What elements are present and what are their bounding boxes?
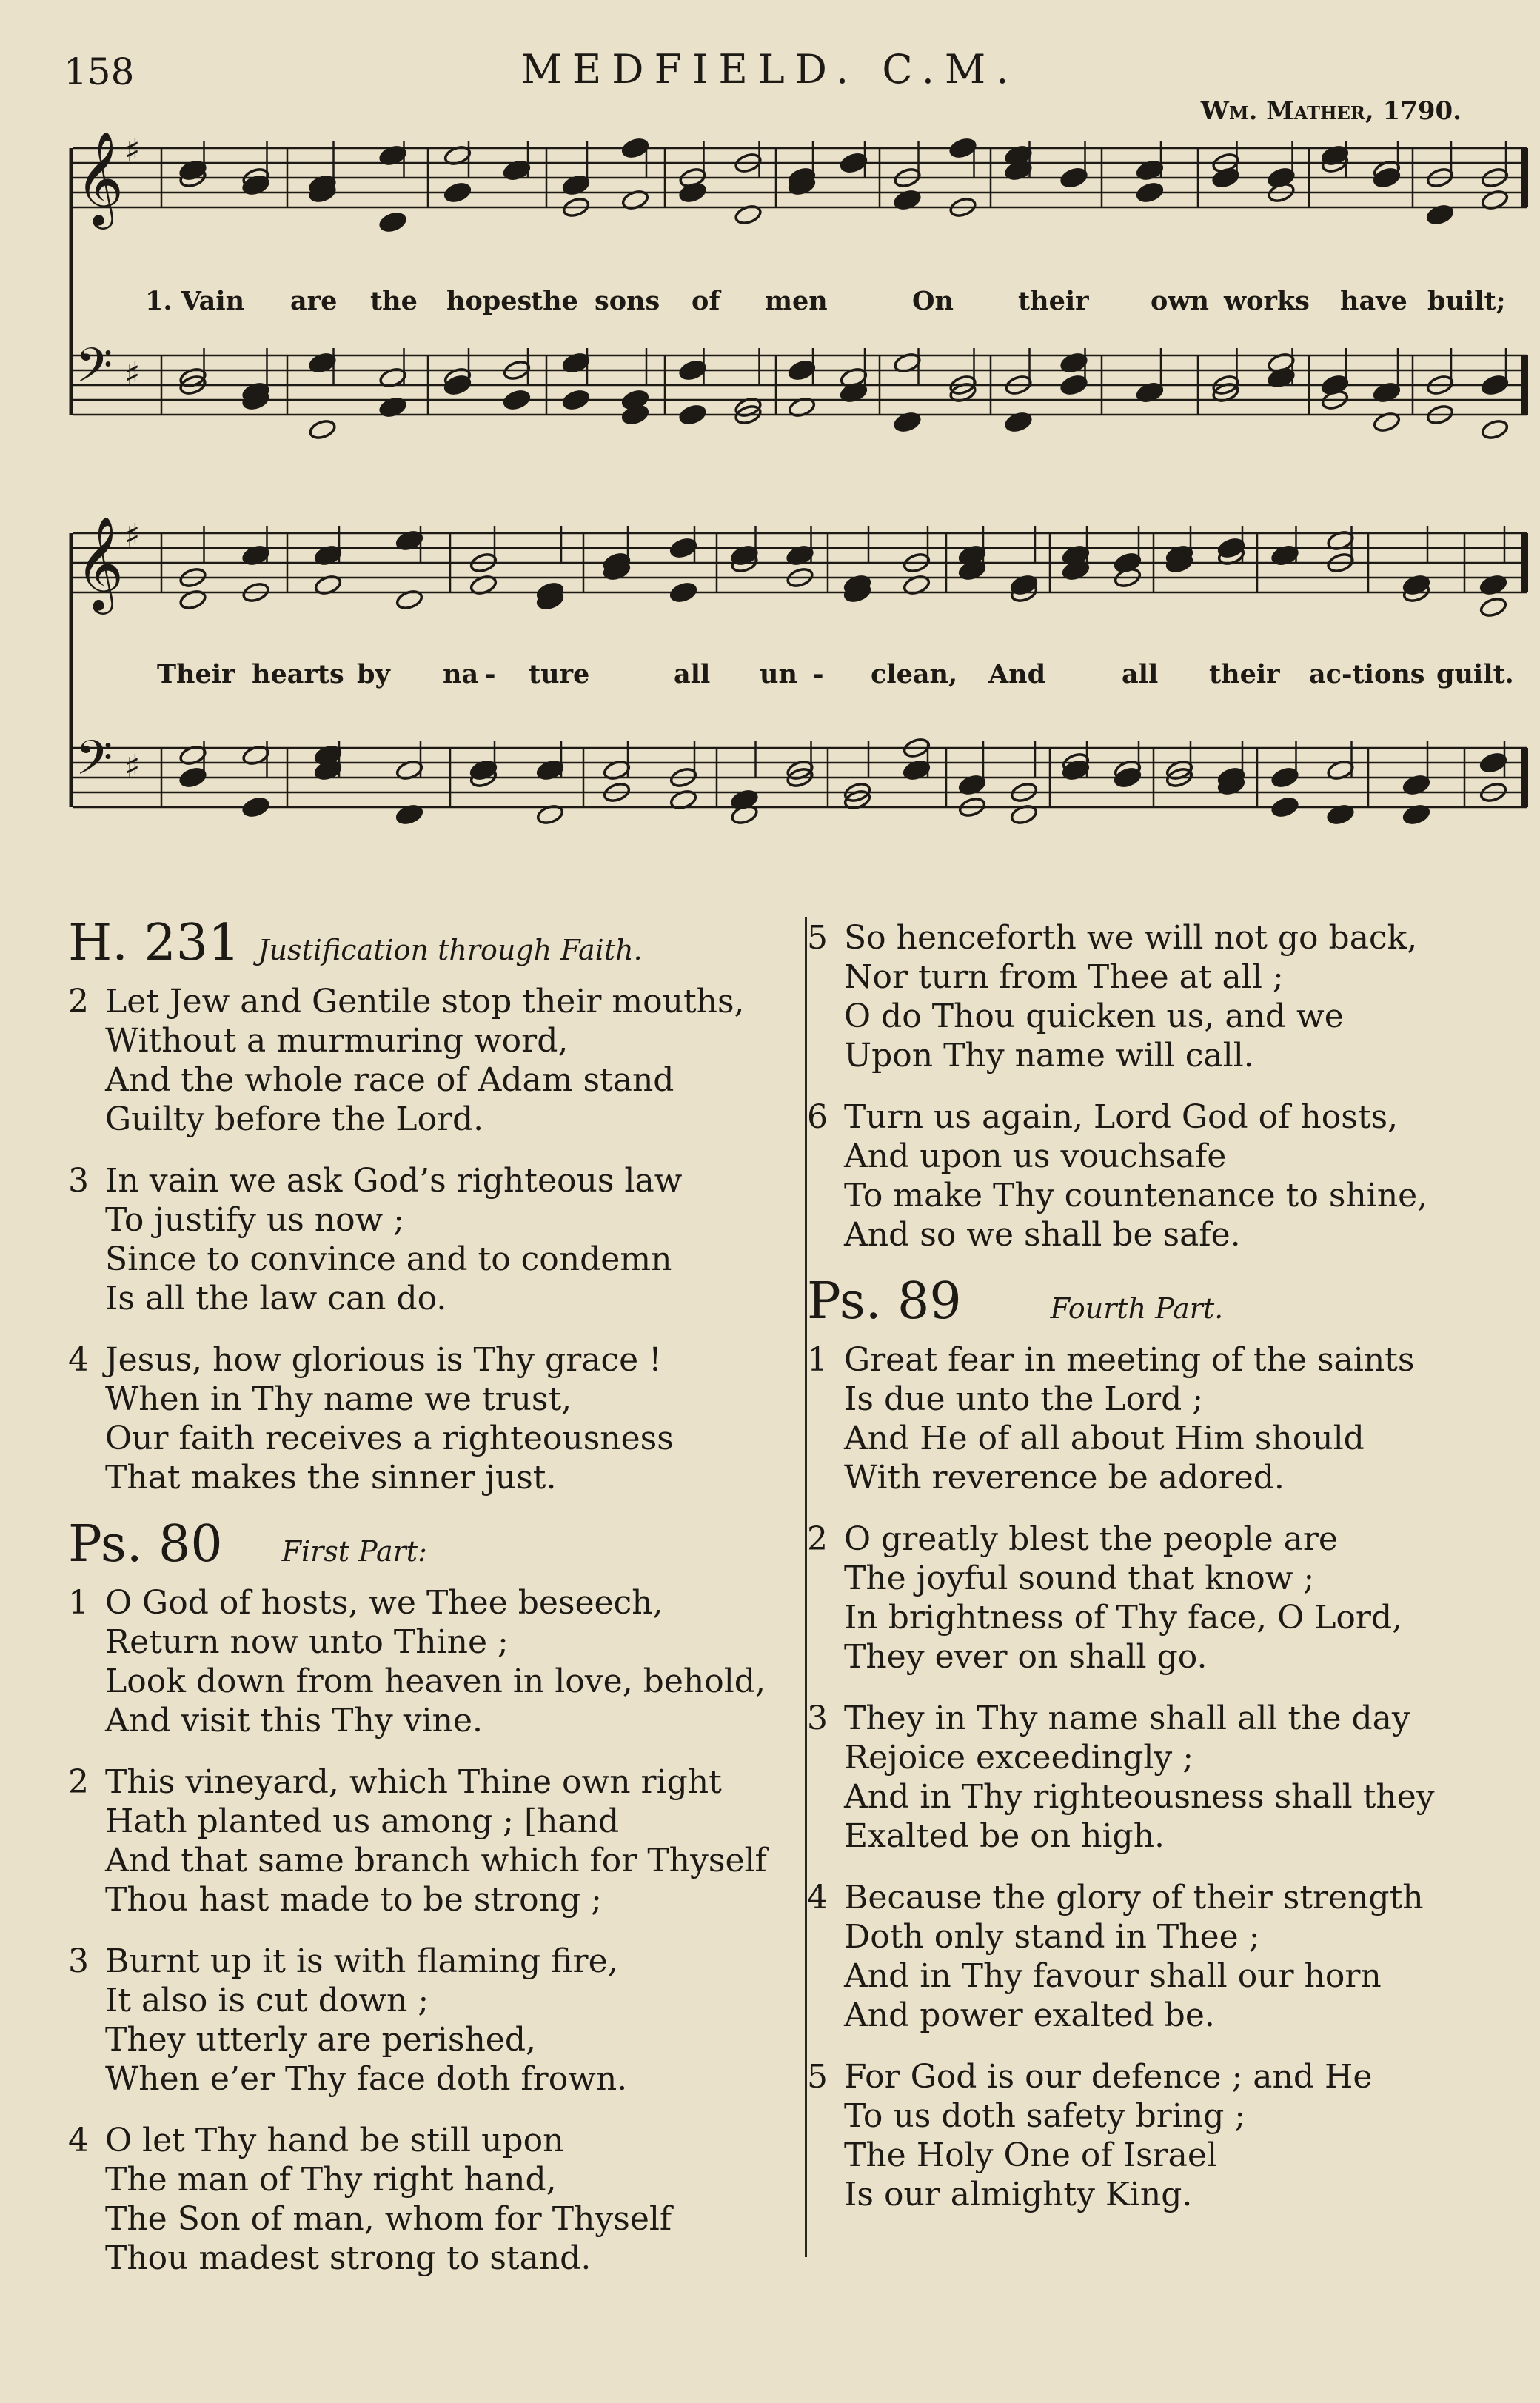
verse-text: And the whole race of Adam stand: [105, 1061, 674, 1099]
verse: [807, 918, 1518, 1075]
lyric-syllable: Their: [157, 659, 235, 689]
verse-number: 2: [68, 1763, 89, 1801]
hymn-subtitle: Justification through Faith.: [258, 934, 643, 966]
lyric-syllable: all: [1122, 659, 1159, 689]
verse-number: 5: [807, 919, 828, 957]
verse-line: [807, 1097, 1518, 1137]
note-head: [678, 404, 707, 426]
verse: [68, 1583, 794, 1740]
verse-text: For God is our defence ; and He: [844, 2058, 1373, 2096]
verse-text: Guilty before the Lord.: [105, 1100, 484, 1138]
verse-text: In vain we ask God’s righteous law: [105, 1162, 683, 1200]
verse-text: And power exalted be.: [844, 1996, 1215, 2034]
verse-text: They in Thy name shall all the day: [844, 1700, 1410, 1737]
verse-line: [68, 1340, 794, 1380]
verse-line: [68, 2020, 794, 2059]
verse-text: Let Jew and Gentile stop their mouths,: [105, 983, 745, 1020]
verse-text: Great fear in meeting of the saints: [844, 1341, 1415, 1379]
sharp-icon: ♯: [124, 355, 141, 393]
verse-text: Hath planted us among ; [hand: [105, 1802, 620, 1840]
lyric-syllable: their: [1209, 659, 1280, 689]
note-head: [378, 211, 407, 233]
verse-line: [807, 1738, 1518, 1777]
verse-number: 4: [807, 1879, 828, 1916]
note-head: [1270, 766, 1299, 789]
verse-text: And that same branch which for Thyself: [105, 1842, 767, 1879]
verse-line: [68, 2160, 794, 2199]
verse-text: They utterly are perished,: [105, 2021, 536, 2059]
verse-line: [807, 2136, 1518, 2175]
verse: [68, 982, 794, 1139]
verse-line: [68, 1841, 794, 1880]
page-number: 158: [64, 50, 135, 93]
verse-line: [68, 1981, 794, 2020]
note-head: [1479, 752, 1508, 774]
verse-line: [68, 2121, 794, 2160]
note-head: [948, 137, 977, 159]
verse-text: O let Thy hand be still upon: [105, 2122, 564, 2159]
verse-text: It also is cut down ;: [105, 1982, 429, 2019]
verse-line: [68, 1279, 794, 1318]
verse-line: [807, 918, 1518, 957]
verse-text: Nor turn from Thee at all ;: [844, 958, 1284, 996]
right-column: [807, 918, 1518, 2236]
verse-number: 3: [68, 1162, 89, 1200]
lyric-syllable: guilt.: [1436, 659, 1514, 689]
lyric-syllable: by: [357, 659, 390, 689]
verse-text: Burnt up it is with flaming fire,: [105, 1942, 618, 1980]
sharp-icon: ♯: [124, 748, 141, 786]
verse-text: Turn us again, Lord God of hosts,: [844, 1098, 1399, 1136]
note-head: [1479, 596, 1508, 618]
verse-line: [68, 1662, 794, 1701]
verse-text: And in Thy righteousness shall they: [844, 1778, 1435, 1816]
lyric-syllable: 1. Vain: [145, 286, 245, 316]
verse-text: Upon Thy name will call.: [844, 1037, 1254, 1075]
hymn-h231: [68, 914, 794, 1497]
lyric-syllable: -: [813, 659, 824, 689]
verse-line: [68, 1240, 794, 1279]
verse-line: [807, 2096, 1518, 2136]
verse-text: The man of Thy right hand,: [105, 2161, 557, 2199]
hymn-number: Ps. 80: [68, 1515, 223, 1574]
verse-line: [68, 1060, 794, 1100]
verse-text: To us doth safety bring ;: [844, 2097, 1246, 2135]
verse-line: [807, 1380, 1518, 1419]
hymn-number: Ps. 89: [807, 1272, 962, 1331]
lyric-syllable: ture: [529, 659, 590, 689]
verse: [807, 1340, 1518, 1497]
verse-list: [68, 1583, 794, 2278]
note-head: [241, 796, 270, 818]
lyric-syllable: hearts: [252, 659, 344, 689]
verse-line: [68, 982, 794, 1021]
verse-text: And visit this Thy vine.: [105, 1702, 483, 1739]
verse-text: Is all the law can do.: [105, 1280, 447, 1317]
note-head: [788, 359, 817, 381]
verse-line: [807, 1419, 1518, 1458]
treble-clef-icon: 𝄞: [76, 133, 124, 225]
verse-text: And in Thy favour shall our horn: [844, 1957, 1382, 1995]
note-head: [503, 389, 532, 411]
verse-line: [68, 1419, 794, 1458]
verse-line: [807, 1996, 1518, 2035]
composer-credit: Wm. Mather, 1790.: [1200, 96, 1462, 126]
note-head: [669, 537, 698, 559]
note-head: [562, 389, 591, 411]
hymn-number: H. 231: [68, 914, 241, 972]
verse-line: [807, 957, 1518, 997]
verse-text: Thou hast made to be strong ;: [105, 1881, 602, 1919]
note-head: [1136, 181, 1165, 204]
verse-number: 3: [68, 1942, 89, 1980]
verse-line: [68, 1100, 794, 1139]
verse-line: [807, 1637, 1518, 1677]
verse-list: [807, 918, 1518, 1254]
verse: [807, 1699, 1518, 1856]
verse: [807, 1097, 1518, 1254]
verse-text: And so we shall be safe.: [844, 1216, 1241, 1254]
note-head: [1059, 167, 1088, 189]
verse-line: [807, 1956, 1518, 1996]
verse-number: 2: [68, 983, 89, 1020]
lyric-syllable: na: [443, 659, 479, 689]
verse-number: 1: [807, 1341, 828, 1379]
verse-line: [68, 1161, 794, 1200]
verse-list: [807, 1340, 1518, 2214]
lyric-syllable: On: [912, 286, 954, 316]
lyric-syllable: built;: [1427, 286, 1506, 316]
verse-line: [68, 1200, 794, 1240]
verse-text: The Holy One of Israel: [844, 2136, 1218, 2174]
hymn-subtitle: First Part:: [281, 1535, 427, 1568]
lyric-syllable: own: [1151, 286, 1209, 316]
verse-line: [68, 1622, 794, 1662]
note-head: [678, 359, 707, 381]
verse-line: [807, 1458, 1518, 1497]
verse-text: When in Thy name we trust,: [105, 1380, 572, 1418]
verse-text: Doth only stand in Thee ;: [844, 1918, 1260, 1956]
note-head: [178, 766, 207, 789]
verse-line: [807, 1215, 1518, 1254]
hymn-ps89: [807, 1272, 1518, 2214]
lyric-syllable: works: [1224, 286, 1310, 316]
lyric-syllable: sons: [595, 286, 660, 316]
verse-text: So henceforth we will not go back,: [844, 919, 1418, 957]
verse-line: [68, 1802, 794, 1841]
lyric-syllable: hopes: [446, 286, 532, 316]
verse-text: The Son of man, whom for Thyself: [105, 2200, 672, 2238]
verse-line: [807, 997, 1518, 1036]
verse-line: [68, 2199, 794, 2239]
verse-text: Jesus, how glorious is Thy grace !: [105, 1341, 662, 1379]
lyric-syllable: all: [674, 659, 711, 689]
verse-text: Is our almighty King.: [844, 2176, 1193, 2213]
note-head: [308, 418, 337, 441]
verse-text: O God of hosts, we Thee beseech,: [105, 1584, 663, 1622]
verse-line: [68, 2059, 794, 2099]
verse: [68, 2121, 794, 2278]
verse-list: [68, 982, 794, 1497]
lyric-syllable: their: [1018, 286, 1089, 316]
note-head: [1481, 418, 1510, 441]
verse-text: To justify us now ;: [105, 1201, 405, 1239]
hymn-ps80-continued: [807, 918, 1518, 1254]
verse-line: [807, 1559, 1518, 1598]
lyric-syllable: have: [1340, 286, 1407, 316]
verse-number: 3: [807, 1700, 828, 1737]
verse-line: [807, 2175, 1518, 2214]
note-head: [1481, 374, 1510, 396]
verse-text: To make Thy countenance to shine,: [844, 1177, 1428, 1214]
verse-line: [807, 1817, 1518, 1856]
verse: [68, 1161, 794, 1318]
verse-text: With reverence be adored.: [844, 1459, 1285, 1497]
verse-text: And upon us vouchsafe: [844, 1137, 1227, 1175]
verse-text: In brightness of Thy face, O Lord,: [844, 1599, 1403, 1637]
verse-line: [807, 1036, 1518, 1075]
verse-text: Is due unto the Lord ;: [844, 1380, 1204, 1418]
hymn-heading: [68, 914, 794, 972]
verse-text: Exalted be on high.: [844, 1817, 1165, 1855]
verse-text: Without a murmuring word,: [105, 1022, 569, 1060]
lyric-syllable: of: [692, 286, 720, 316]
verse-line: [68, 1583, 794, 1622]
verse-line: [68, 1762, 794, 1802]
verse: [807, 1878, 1518, 2035]
note-head: [621, 137, 650, 159]
sharp-icon: ♯: [124, 517, 141, 555]
verse-text: When e’er Thy face doth frown.: [105, 2060, 628, 2098]
verse-line: [807, 1917, 1518, 1956]
verse-number: 4: [68, 2122, 89, 2159]
verse: [68, 1762, 794, 1919]
lyric-syllable: are: [290, 286, 338, 316]
final-barline: [1522, 148, 1528, 207]
verse-number: 2: [807, 1520, 828, 1558]
verse-line: [807, 1878, 1518, 1917]
verse-text: Because the glory of their strength: [844, 1879, 1424, 1916]
bass-clef-icon: 𝄢: [76, 731, 113, 798]
verse-line: [68, 2239, 794, 2278]
verse-text: Return now unto Thine ;: [105, 1623, 509, 1661]
verse-line: [807, 1520, 1518, 1559]
verse-line: [68, 1701, 794, 1740]
note-head: [1270, 796, 1299, 818]
lyric-syllable: clean,: [871, 659, 958, 689]
final-barline: [1522, 748, 1528, 807]
verse: [68, 1340, 794, 1497]
verse-number: 4: [68, 1341, 89, 1379]
verse-text: They ever on shall go.: [844, 1638, 1208, 1676]
verse: [807, 2057, 1518, 2214]
hymn-ps80: [68, 1515, 794, 2278]
lyric-syllable: un: [760, 659, 797, 689]
lyric-syllable: -: [485, 659, 496, 689]
verse-text: O greatly blest the people are: [844, 1520, 1338, 1558]
verse-line: [807, 1699, 1518, 1738]
verse-number: 1: [68, 1584, 89, 1622]
hymn-heading: [68, 1515, 794, 1574]
verse-text: Look down from heaven in love, behold,: [105, 1662, 766, 1700]
verse-line: [807, 2057, 1518, 2096]
verse-line: [68, 1021, 794, 1060]
sharp-icon: ♯: [124, 133, 141, 170]
note-head: [669, 581, 698, 604]
lyric-syllable: men: [765, 286, 828, 316]
verse-text: Thou madest strong to stand.: [105, 2239, 592, 2277]
hymn-heading: [807, 1272, 1518, 1331]
verse-line: [807, 1340, 1518, 1380]
verse: [807, 1520, 1518, 1677]
bass-clef-icon: 𝄢: [76, 338, 113, 405]
verse-text: This vineyard, which Thine own right: [105, 1763, 722, 1801]
lyric-syllable: ac-tions: [1309, 659, 1425, 689]
verse-number: 5: [807, 2058, 828, 2096]
final-barline: [1522, 533, 1528, 592]
note-head: [840, 152, 868, 174]
tune-title: MEDFIELD. C.M.: [520, 46, 1020, 93]
hymn-subtitle: Fourth Part.: [1050, 1292, 1224, 1325]
verse-text: And He of all about Him should: [844, 1420, 1365, 1457]
note-head: [1059, 374, 1088, 396]
verse-line: [807, 1598, 1518, 1637]
verse-line: [68, 1942, 794, 1981]
note-head: [443, 181, 472, 204]
lyric-syllable: the: [531, 286, 578, 316]
left-column: [68, 914, 794, 2300]
lyric-syllable: And: [988, 659, 1046, 689]
verse-line: [68, 1380, 794, 1419]
verse-text: The joyful sound that know ;: [844, 1560, 1315, 1597]
verse-text: Rejoice exceedingly ;: [844, 1739, 1194, 1777]
verse-line: [68, 1880, 794, 1919]
verse-text: Our faith receives a righteousness: [105, 1420, 674, 1457]
verse-number: 6: [807, 1098, 828, 1136]
verse-text: That makes the sinner just.: [105, 1459, 557, 1497]
lyric-syllable: the: [370, 286, 418, 316]
verse-text: Since to convince and to condemn: [105, 1240, 672, 1278]
verse-line: [807, 1176, 1518, 1215]
verse-line: [807, 1777, 1518, 1817]
verse: [68, 1942, 794, 2099]
verse-line: [68, 1458, 794, 1497]
final-barline: [1522, 355, 1528, 415]
verse-line: [807, 1137, 1518, 1176]
treble-clef-icon: 𝄞: [76, 515, 124, 610]
verse-text: O do Thou quicken us, and we: [844, 997, 1344, 1035]
